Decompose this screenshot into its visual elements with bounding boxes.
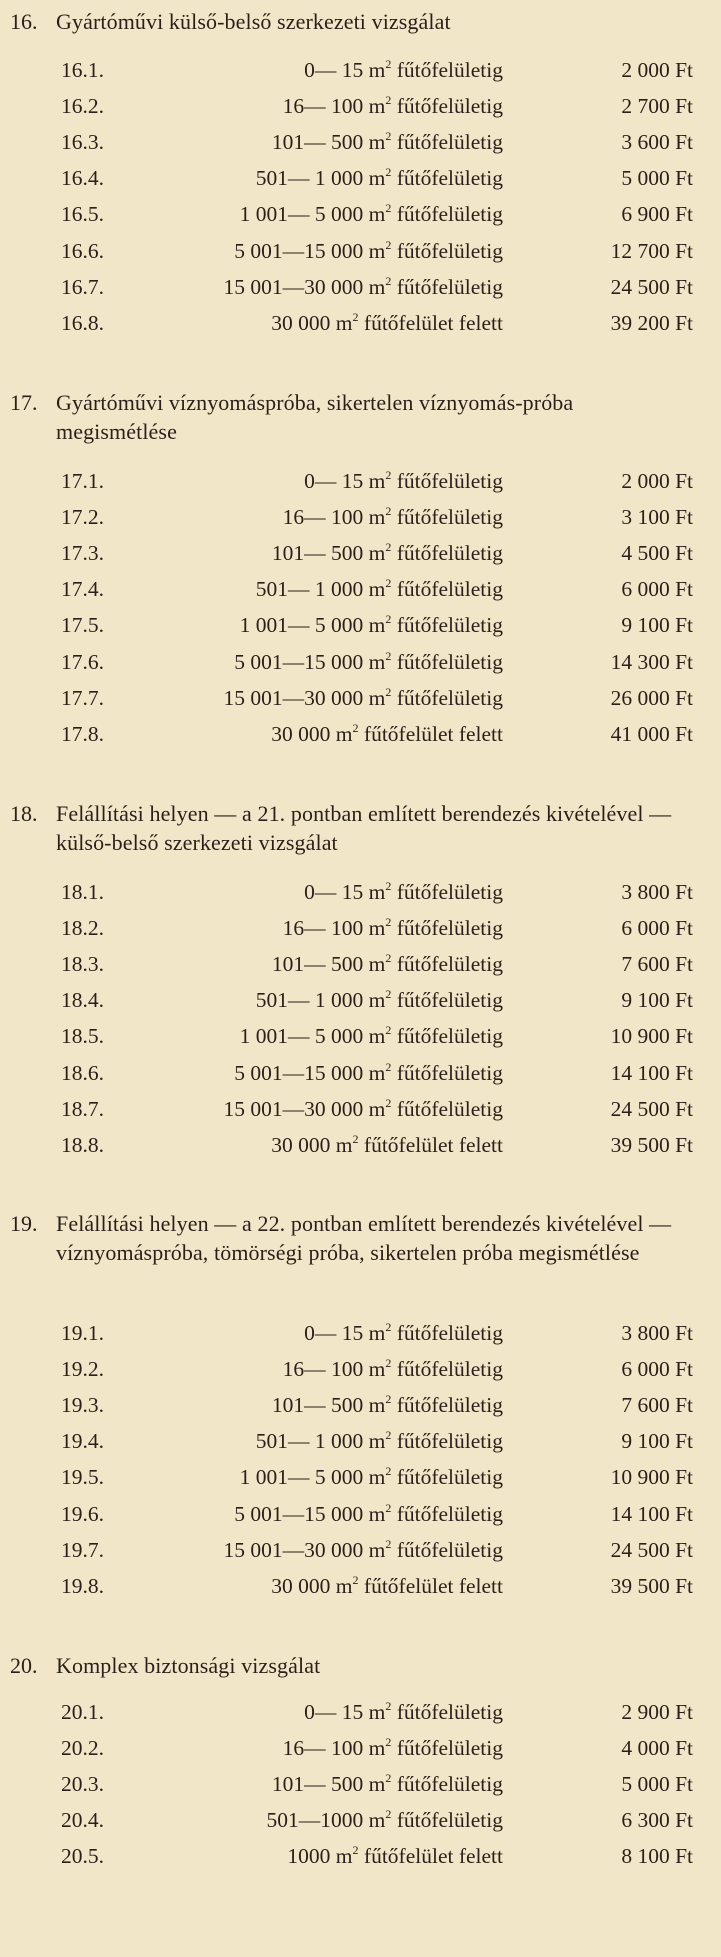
price-row	[0, 538, 721, 568]
surface-label: fűtőfelületig	[396, 649, 503, 674]
surface-range: 501— 1 000 m	[255, 577, 386, 602]
surface-range: 101— 500 m	[271, 1772, 386, 1797]
item-code: 19.7.	[61, 1537, 104, 1562]
surface-range: 5 001—15 000 m	[234, 1501, 386, 1526]
item-description	[304, 1318, 503, 1348]
item-price: 3 100 Ft	[621, 505, 693, 530]
square-superscript: 2	[385, 165, 392, 180]
item-description	[272, 127, 503, 157]
item-code: 17.1.	[61, 469, 104, 493]
surface-label: fűtőfelületig	[396, 94, 503, 119]
surface-label: fűtőfelületig	[396, 613, 503, 638]
item-description	[304, 466, 503, 496]
item-code: 19.4.	[61, 1429, 104, 1454]
price-row	[0, 236, 721, 266]
price-row	[0, 1354, 721, 1384]
item-description	[234, 1058, 503, 1088]
surface-label: fűtőfelületig	[396, 685, 503, 710]
item-code: 20.4.	[61, 1808, 104, 1833]
surface-label: fűtőfelületig	[396, 541, 503, 566]
surface-range: 501— 1 000 m	[255, 988, 386, 1013]
item-code: 19.3.	[61, 1393, 104, 1418]
item-price: 24 500 Ft	[610, 1096, 693, 1121]
square-superscript: 2	[385, 201, 392, 216]
item-description	[240, 199, 503, 229]
square-superscript: 2	[385, 915, 392, 930]
item-price: 9 100 Ft	[621, 613, 693, 638]
surface-label: fűtőfelületig	[396, 505, 503, 530]
item-code: 17.4.	[61, 577, 104, 602]
surface-range: 101— 500 m	[271, 541, 386, 566]
surface-label: fűtőfelületig	[396, 1772, 503, 1797]
item-price: 4 500 Ft	[621, 541, 693, 566]
section-number: 16.	[10, 9, 38, 34]
item-description	[272, 1769, 503, 1799]
item-price: 14 100 Ft	[610, 1060, 693, 1085]
item-description	[283, 1354, 503, 1384]
price-row	[0, 877, 721, 907]
item-price: 41 000 Ft	[610, 721, 693, 746]
price-row	[0, 574, 721, 604]
item-code: 17.3.	[61, 541, 104, 566]
item-code: 17.7.	[61, 685, 104, 710]
item-description	[223, 1535, 503, 1565]
surface-range: 1000 m	[287, 1844, 353, 1869]
surface-label: fűtőfelületig	[396, 166, 503, 191]
square-superscript: 2	[385, 1464, 392, 1479]
item-description	[240, 610, 503, 640]
item-code: 20.2.	[61, 1736, 104, 1761]
item-price: 2 000 Ft	[621, 58, 693, 82]
item-code: 18.5.	[61, 1024, 104, 1049]
square-superscript: 2	[385, 93, 392, 108]
price-row	[0, 913, 721, 943]
item-description	[256, 574, 503, 604]
item-price: 9 100 Ft	[621, 988, 693, 1013]
item-price: 39 500 Ft	[610, 1573, 693, 1598]
item-code: 18.1.	[61, 880, 104, 904]
item-price: 6 000 Ft	[621, 1357, 693, 1382]
item-description	[240, 1021, 503, 1051]
square-superscript: 2	[385, 1807, 392, 1822]
surface-range: 1 001— 5 000 m	[239, 202, 386, 227]
square-superscript: 2	[352, 1572, 359, 1587]
item-description	[223, 1094, 503, 1124]
surface-label: fűtőfelületig	[396, 1736, 503, 1761]
item-description	[272, 538, 503, 568]
item-description	[287, 1841, 503, 1871]
item-price: 39 500 Ft	[610, 1132, 693, 1157]
surface-label: fűtőfelületig	[396, 1060, 503, 1085]
item-description	[256, 1426, 503, 1456]
square-superscript: 2	[385, 468, 392, 482]
item-description	[304, 55, 503, 85]
item-price: 24 500 Ft	[610, 1537, 693, 1562]
item-code: 18.3.	[61, 952, 104, 977]
price-row	[0, 985, 721, 1015]
item-description	[271, 719, 503, 749]
square-superscript: 2	[385, 1356, 392, 1371]
square-superscript: 2	[385, 684, 392, 699]
price-row	[0, 1571, 721, 1601]
section-title: Felállítási helyen — a 22. pontban említett berendezés kivételével — víznyomáspróba, tömörségi próba, sikertelen próba megismétlése	[56, 1211, 672, 1265]
item-price: 26 000 Ft	[610, 685, 693, 710]
item-description	[283, 91, 503, 121]
item-description	[283, 502, 503, 532]
square-superscript: 2	[385, 273, 392, 288]
surface-label: fűtőfelületig	[396, 577, 503, 602]
item-description	[272, 949, 503, 979]
surface-range: 30 000 m	[271, 1573, 353, 1598]
item-code: 17.5.	[61, 613, 104, 638]
item-code: 17.2.	[61, 505, 104, 530]
item-description	[234, 1499, 503, 1529]
item-code: 20.1.	[61, 1700, 104, 1724]
price-row	[0, 1769, 721, 1799]
item-price: 5 000 Ft	[621, 1772, 693, 1797]
item-price: 12 700 Ft	[610, 238, 693, 263]
item-price: 39 200 Ft	[610, 310, 693, 335]
item-code: 16.6.	[61, 238, 104, 263]
surface-label: fűtőfelület felett	[363, 1132, 503, 1157]
item-code: 19.8.	[61, 1573, 104, 1598]
price-row	[0, 1426, 721, 1456]
item-price: 7 600 Ft	[621, 1393, 693, 1418]
square-superscript: 2	[385, 951, 392, 966]
item-price: 6 000 Ft	[621, 577, 693, 602]
surface-label: fűtőfelületig	[396, 988, 503, 1013]
item-code: 19.1.	[61, 1321, 104, 1345]
price-row	[0, 163, 721, 193]
square-superscript: 2	[385, 1735, 392, 1750]
price-row	[0, 719, 721, 749]
surface-range: 30 000 m	[271, 721, 353, 746]
square-superscript: 2	[385, 57, 392, 71]
square-superscript: 2	[385, 1536, 392, 1551]
item-price: 10 900 Ft	[610, 1465, 693, 1490]
item-description	[266, 1805, 503, 1835]
item-price: 6 300 Ft	[621, 1808, 693, 1833]
square-superscript: 2	[385, 576, 392, 591]
square-superscript: 2	[385, 648, 392, 663]
surface-label: fűtőfelületig	[396, 1024, 503, 1049]
section-number: 19.	[10, 1211, 38, 1236]
price-row	[0, 1697, 721, 1727]
item-description	[271, 1571, 503, 1601]
surface-label: fűtőfelületig	[396, 1700, 503, 1724]
price-row	[0, 1462, 721, 1492]
item-code: 18.8.	[61, 1132, 104, 1157]
item-description	[304, 877, 503, 907]
square-superscript: 2	[385, 1771, 392, 1786]
surface-label: fűtőfelületig	[396, 1808, 503, 1833]
price-row	[0, 683, 721, 713]
surface-range: 501— 1 000 m	[255, 1429, 386, 1454]
square-superscript: 2	[385, 1699, 392, 1713]
square-superscript: 2	[385, 129, 392, 144]
item-description	[234, 236, 503, 266]
item-price: 7 600 Ft	[621, 952, 693, 977]
item-description	[304, 1697, 503, 1727]
price-row	[0, 199, 721, 229]
item-description	[223, 683, 503, 713]
surface-range: 5 001—15 000 m	[234, 1060, 386, 1085]
item-description	[283, 913, 503, 943]
square-superscript: 2	[385, 1428, 392, 1443]
item-code: 16.8.	[61, 310, 104, 335]
item-price: 3 600 Ft	[621, 130, 693, 155]
surface-range: 0— 15 m	[304, 58, 386, 82]
item-code: 18.6.	[61, 1060, 104, 1085]
surface-label: fűtőfelület felett	[363, 721, 503, 746]
price-row	[0, 1733, 721, 1763]
surface-range: 1 001— 5 000 m	[239, 613, 386, 638]
price-row	[0, 1318, 721, 1348]
price-row	[0, 1535, 721, 1565]
section-title: Gyártóművi külső-belső szerkezeti vizsgálat	[56, 9, 451, 34]
surface-label: fűtőfelületig	[396, 1096, 503, 1121]
surface-range: 501—1000 m	[266, 1808, 386, 1833]
square-superscript: 2	[352, 309, 359, 324]
surface-label: fűtőfelületig	[396, 1465, 503, 1490]
surface-range: 101— 500 m	[271, 130, 386, 155]
surface-label: fűtőfelületig	[396, 1501, 503, 1526]
item-code: 18.2.	[61, 916, 104, 941]
surface-label: fűtőfelületig	[396, 130, 503, 155]
surface-range: 16— 100 m	[282, 1357, 386, 1382]
square-superscript: 2	[385, 237, 392, 252]
item-code: 20.5.	[61, 1844, 104, 1869]
surface-range: 30 000 m	[271, 1132, 353, 1157]
surface-label: fűtőfelületig	[396, 1393, 503, 1418]
price-row	[0, 502, 721, 532]
square-superscript: 2	[385, 1320, 392, 1334]
item-price: 2 900 Ft	[621, 1700, 693, 1724]
surface-label: fűtőfelületig	[396, 1537, 503, 1562]
square-superscript: 2	[385, 540, 392, 555]
surface-range: 15 001—30 000 m	[223, 1096, 386, 1121]
square-superscript: 2	[352, 1843, 359, 1858]
square-superscript: 2	[385, 1095, 392, 1110]
square-superscript: 2	[352, 720, 359, 735]
square-superscript: 2	[352, 1131, 359, 1146]
price-row	[0, 127, 721, 157]
item-description	[272, 1390, 503, 1420]
surface-range: 15 001—30 000 m	[223, 274, 386, 299]
item-price: 6 900 Ft	[621, 202, 693, 227]
surface-range: 30 000 m	[271, 310, 353, 335]
surface-label: fűtőfelületig	[396, 952, 503, 977]
item-price: 9 100 Ft	[621, 1429, 693, 1454]
item-code: 17.8.	[61, 721, 104, 746]
item-code: 18.7.	[61, 1096, 104, 1121]
square-superscript: 2	[385, 1392, 392, 1407]
item-price: 14 100 Ft	[610, 1501, 693, 1526]
surface-label: fűtőfelület felett	[363, 1844, 503, 1869]
surface-range: 15 001—30 000 m	[223, 1537, 386, 1562]
surface-range: 101— 500 m	[271, 952, 386, 977]
surface-range: 1 001— 5 000 m	[239, 1024, 386, 1049]
surface-range: 5 001—15 000 m	[234, 649, 386, 674]
square-superscript: 2	[385, 612, 392, 627]
section-number: 17.	[10, 390, 38, 415]
surface-label: fűtőfelületig	[396, 1321, 503, 1345]
surface-label: fűtőfelületig	[396, 1429, 503, 1454]
item-description	[271, 308, 503, 338]
item-code: 16.4.	[61, 166, 104, 191]
surface-label: fűtőfelületig	[396, 274, 503, 299]
section-title: Felállítási helyen — a 21. pontban említett berendezés kivételével — külső-belső szerkezeti vizsgálat	[56, 801, 672, 855]
surface-label: fűtőfelületig	[396, 58, 503, 82]
square-superscript: 2	[385, 1023, 392, 1038]
surface-range: 1 001— 5 000 m	[239, 1465, 386, 1490]
item-description	[271, 1130, 503, 1160]
surface-label: fűtőfelület felett	[363, 310, 503, 335]
surface-label: fűtőfelületig	[396, 238, 503, 263]
item-price: 10 900 Ft	[610, 1024, 693, 1049]
item-price: 5 000 Ft	[621, 166, 693, 191]
square-superscript: 2	[385, 987, 392, 1002]
price-row	[0, 949, 721, 979]
item-code: 19.2.	[61, 1357, 104, 1382]
surface-range: 0— 15 m	[304, 880, 386, 904]
item-price: 4 000 Ft	[621, 1736, 693, 1761]
item-code: 16.7.	[61, 274, 104, 299]
section-number: 20.	[10, 1653, 38, 1678]
surface-label: fűtőfelület felett	[363, 1573, 503, 1598]
section-title: Gyártóművi víznyomáspróba, sikertelen víznyomás-próba megismétlése	[56, 390, 574, 444]
price-row	[0, 1094, 721, 1124]
item-price: 3 800 Ft	[621, 880, 693, 904]
surface-range: 5 001—15 000 m	[234, 238, 386, 263]
item-description	[256, 985, 503, 1015]
price-row	[0, 1499, 721, 1529]
item-price: 14 300 Ft	[610, 649, 693, 674]
item-code: 18.4.	[61, 988, 104, 1013]
square-superscript: 2	[385, 1059, 392, 1074]
item-code: 19.5.	[61, 1465, 104, 1490]
surface-range: 15 001—30 000 m	[223, 685, 386, 710]
surface-label: fűtőfelületig	[396, 202, 503, 227]
item-price: 6 000 Ft	[621, 916, 693, 941]
item-code: 20.3.	[61, 1772, 104, 1797]
price-row	[0, 55, 721, 85]
item-price: 8 100 Ft	[621, 1844, 693, 1869]
surface-label: fűtőfelületig	[396, 469, 503, 493]
price-row	[0, 1390, 721, 1420]
item-description	[223, 272, 503, 302]
item-code: 16.3.	[61, 130, 104, 155]
price-row	[0, 272, 721, 302]
surface-range: 101— 500 m	[271, 1393, 386, 1418]
price-row	[0, 1058, 721, 1088]
item-price: 3 800 Ft	[621, 1321, 693, 1345]
item-description	[283, 1733, 503, 1763]
price-row	[0, 1130, 721, 1160]
item-description	[234, 647, 503, 677]
surface-range: 16— 100 m	[282, 94, 386, 119]
surface-label: fűtőfelületig	[396, 1357, 503, 1382]
price-row	[0, 610, 721, 640]
price-row	[0, 1805, 721, 1835]
price-row	[0, 466, 721, 496]
section-title: Komplex biztonsági vizsgálat	[56, 1653, 321, 1678]
item-code: 16.5.	[61, 202, 104, 227]
item-price: 2 000 Ft	[621, 469, 693, 493]
surface-range: 0— 15 m	[304, 1321, 386, 1345]
square-superscript: 2	[385, 879, 392, 893]
price-row	[0, 1021, 721, 1051]
surface-range: 16— 100 m	[282, 1736, 386, 1761]
item-code: 19.6.	[61, 1501, 104, 1526]
item-price: 2 700 Ft	[621, 94, 693, 119]
section-number: 18.	[10, 801, 38, 826]
surface-range: 0— 15 m	[304, 1700, 386, 1724]
surface-range: 501— 1 000 m	[255, 166, 386, 191]
surface-label: fűtőfelületig	[396, 916, 503, 941]
square-superscript: 2	[385, 504, 392, 519]
surface-range: 16— 100 m	[282, 916, 386, 941]
item-description	[256, 163, 503, 193]
surface-range: 0— 15 m	[304, 469, 386, 493]
item-code: 17.6.	[61, 649, 104, 674]
item-code: 16.1.	[61, 58, 104, 82]
item-code: 16.2.	[61, 94, 104, 119]
item-price: 24 500 Ft	[610, 274, 693, 299]
surface-label: fűtőfelületig	[396, 880, 503, 904]
item-description	[240, 1462, 503, 1492]
price-row	[0, 308, 721, 338]
price-row	[0, 1841, 721, 1871]
price-row	[0, 91, 721, 121]
square-superscript: 2	[385, 1500, 392, 1515]
surface-range: 16— 100 m	[282, 505, 386, 530]
price-row	[0, 647, 721, 677]
